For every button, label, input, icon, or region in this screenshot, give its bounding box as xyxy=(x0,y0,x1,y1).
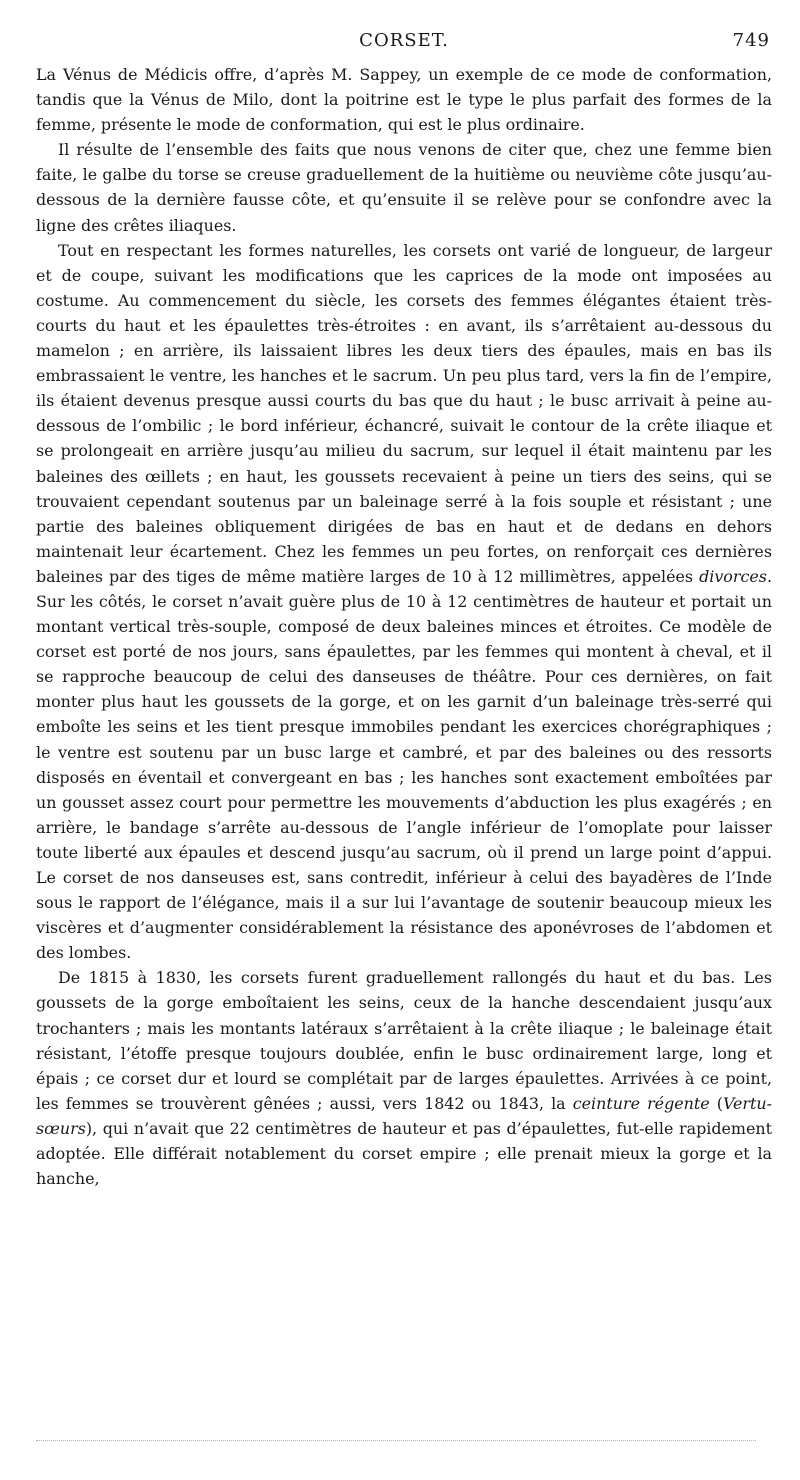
running-title: CORSET. xyxy=(359,30,449,51)
text-run: Tout en respectant les formes naturelles, les corsets ont varié de longueur, de largeur et de coupe, suivant les modifications que les caprices de la mode ont imposées au costume. Au commencement du siècle, les corsets des femmes élégantes étaient très-courts du haut et les épaulettes très-étroites : en avant, ils s’arrêtaient au-dessous du mamelon ; en arrière, ils laissaient libres les deux tiers des épaules, mais en bas ils embrassaient le ventre, les hanches et le sacrum. Un peu plus tard, vers la fin de l’empire, ils étaient devenus presque aussi courts du bas que du haut ; le busc arrivait à peine au-dessous de l’ombilic ; le bord inférieur, échancré, suivait le contour de la crête iliaque et se prolongeait en arrière jusqu’au milieu du sacrum, sur lequel il était maintenu par les baleines des œillets ; en haut, les goussets recevaient à peine un tiers des seins, qui se trouvaient cependant soutenus par un baleinage serré à la fois souple et résistant ; une partie des baleines obliquement dirigées de bas en haut et de dedans en dehors maintenait leur écartement. Chez les femmes un peu fortes, on renforçait ces dernières baleines par des tiges de même matière larges de 10 à 12 millimètres, appelées xyxy=(36,240,772,586)
text-run: Il résulte de l’ensemble des faits que nous venons de citer que, chez une femme bien faite, le galbe du torse se creuse graduellement de la huitième ou neuvième côte jusqu’au-dessous de la dernière fausse côte, et qu’ensuite il se relève pour se confondre avec la ligne des crêtes iliaques. xyxy=(36,140,772,235)
paragraph-4 xyxy=(36,965,772,1191)
document-page xyxy=(36,26,772,1191)
text-run: ), qui n’avait que 22 centimètres de hauteur et pas d’épaulettes, fut-elle rapidement adoptée. Elle différait notablement du corset empire ; elle prenait mieux la gorge et la hanche, xyxy=(36,1118,772,1189)
text-run: ( xyxy=(709,1093,723,1113)
italic-term-ceinture-regente: ceinture régente xyxy=(572,1093,710,1113)
footer-dotted-rule xyxy=(36,1440,756,1441)
text-run: La Vénus de Médicis offre, d’après M. Sappey, un exemple de ce mode de conformation, tandis que la Vénus de Milo, dont la poitrine est le type le plus parfait des formes de la femme, présente le mode de conformation, qui est le plus ordinaire. xyxy=(36,65,772,135)
italic-term-divorces: divorces xyxy=(699,566,767,586)
text-run: De 1815 à 1830, les corsets furent graduellement rallongés du haut et du bas. Les goussets de la gorge emboîtaient les seins, ceux de la hanche descendaient jusqu’aux trochanters ; mais les montants latéraux s’arrêtaient à la crête iliaque ; le baleinage était résistant, l’étoffe presque toujours doublée, enfin le busc ordinairement large, long et épais ; ce corset dur et lourd se complétait par de larges épaulettes. Arrivées à ce point, les femmes se trouvèrent gênées ; aussi, vers 1842 ou 1843, la xyxy=(36,968,772,1113)
italic-term-vertu-soeurs: Vertu-sœurs xyxy=(36,1093,772,1138)
paragraph-2 xyxy=(36,137,772,237)
page-number: 749 xyxy=(732,30,770,51)
paragraph-1 xyxy=(36,62,772,137)
paragraph-3 xyxy=(36,238,772,966)
running-head xyxy=(36,26,772,62)
text-run: . Sur les côtés, le corset n’avait guère plus de 10 à 12 centimètres de hauteur et portait un montant vertical très-souple, composé de deux baleines minces et étroites. Ce modèle de corset est porté de nos jours, sans épaulettes, par les femmes qui montent à cheval, et il se rapproche beaucoup de celui des danseuses de théâtre. Pour ces dernières, on fait monter plus haut les goussets de la gorge, et on les garnit d’un baleinage très-serré qui emboîte les seins et les tient presque immobiles pendant les exercices chorégraphiques ; le ventre est soutenu par un busc large et cambré, et par des baleines ou des ressorts disposés en éventail et convergeant en bas ; les hanches sont exactement emboîtées par un gousset assez court pour permettre les mouvements d’abduction les plus exagérés ; en arrière, le bandage s’arrête au-dessous de l’angle inférieur de l’omoplate pour laisser toute liberté aux épaules et descend jusqu’au sacrum, où il prend un large point d’appui. Le corset de nos danseuses est, sans contredit, inférieur à celui des bayadères de l’Inde sous le rapport de l’élégance, mais il a sur lui l’avantage de soutenir beaucoup mieux les viscères et d’augmenter considérablement la résistance des aponévroses de l’abdomen et des lombes. xyxy=(36,566,772,963)
body-text xyxy=(36,62,772,1191)
